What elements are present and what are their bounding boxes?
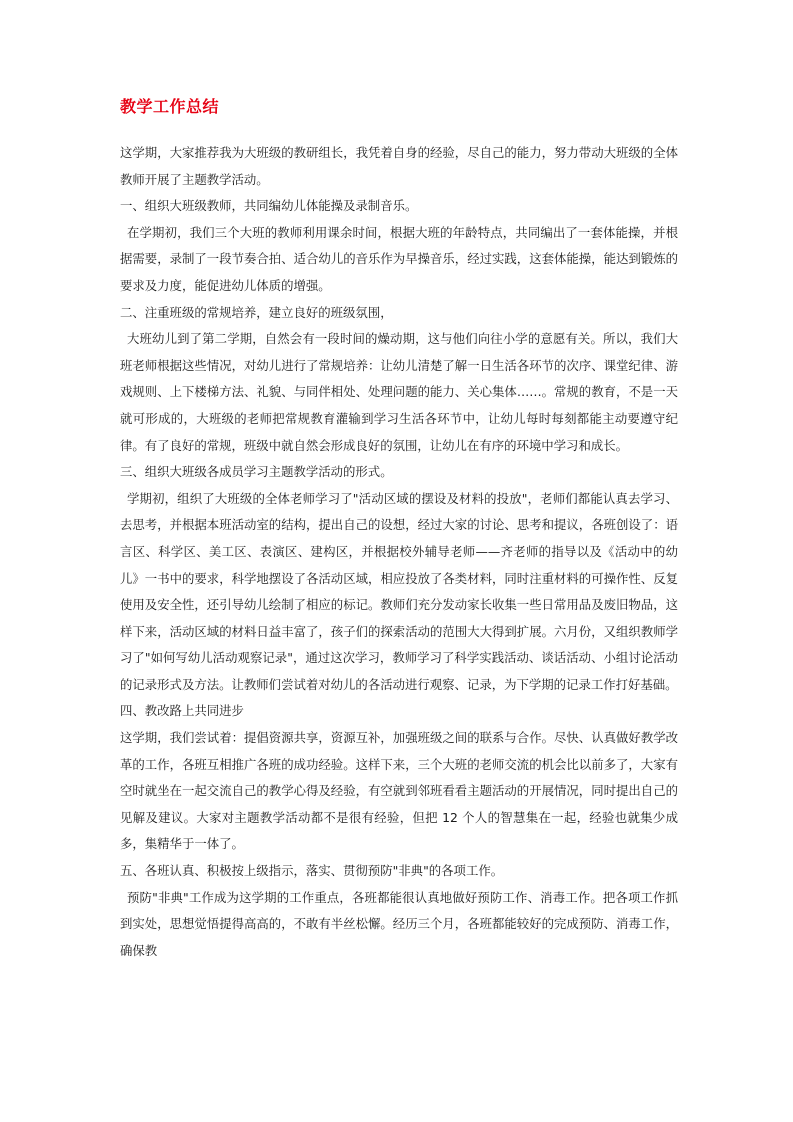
body-paragraph: 学期初，组织了大班级的全体老师学习了"活动区域的摆设及材料的投放"，老师们都能认真去学习、去思考，并根据本班活动室的结构，提出自己的设想，经过大家的讨论、思考和提议，各班创设了：语言区、科学区、美工区、表演区、建构区，并根据校外辅导老师——齐老师的指导以及《活动中的幼儿》一书中的要求，科学地摆设了各活动区域，相应投放了各类材料，同时注重材料的可操作性、反复使用及安全性，还引导幼儿绘制了相应的标记。教师们充分发动家长收集一些日常用品及废旧物品，这样下来，活动区域的材料日益丰富了，孩子们的探索活动的范围大大得到扩展。六月份，又组织教师学习了"如何写幼儿活动观察记录"，通过这次学习，教师学习了科学实践活动、谈话活动、小组讨论活动的记录形式及方法。让教师们尝试着对幼儿的各活动进行观察、记录，为下学期的记录工作打好基础。 (120, 490, 678, 692)
section-heading-5: 五、各班认真、积极按上级指示，落实、贯彻预防"非典"的各项工作。 (120, 863, 504, 879)
body-paragraph: 这学期，我们尝试着：提倡资源共享，资源互补，加强班级之间的联系与合作。尽快、认真做好教学改革的工作，各班互相推广各班的成功经验。这样下来，三个大班的老师交流的机会比以前多了，大家有空时就坐在一起交流自己的教学心得及经验，有空就到邻班看看主题活动的开展情况，同时提出自己的见解及建议。大家对主题教学活动都不是很有经验，但把 12 个人的智慧集在一起，经验也就集少成多，集精华于一体了。 (120, 730, 678, 852)
section-heading-4: 四、教改路上共同进步 (120, 703, 244, 719)
body-paragraph: 在学期初，我们三个大班的教师利用课余时间，根据大班的年龄特点，共同编出了一套体能操，并根据需要，录制了一段节奏合拍、适合幼儿的音乐作为早操音乐，经过实践，这套体能操，能达到锻炼的要求及力度，能促进幼儿体质的增强。 (120, 224, 678, 293)
body-paragraph: 大班幼儿到了第二学期，自然会有一段时间的燥动期，这与他们向往小学的意愿有关。所以，我们大班老师根据这些情况，对幼儿进行了常规培养：让幼儿清楚了解一日生活各环节的次序、课堂纪律、游戏规则、上下楼梯方法、礼貌、与同伴相处、处理问题的能力、关心集体……。常规的教育，不是一天就可形成的，大班级的老师把常规教育灌输到学习生活各环节中，让幼儿每时每刻都能主动要遵守纪律。有了良好的常规，班级中就自然会形成良好的氛围，让幼儿在有序的环境中学习和成长。 (120, 331, 678, 453)
document-title: 教学工作总结 (120, 97, 220, 116)
document-body (120, 140, 678, 964)
section-heading-2: 二、注重班级的常规培养，建立良好的班级氛围， (120, 304, 393, 320)
section-heading-1: 一、组织大班级教师，共同编幼儿体能操及录制音乐。 (120, 198, 418, 214)
intro-paragraph: 这学期，大家推荐我为大班级的教研组长，我凭着自身的经验，尽自己的能力，努力带动大班级的全体教师开展了主题教学活动。 (120, 145, 678, 187)
body-paragraph: 预防"非典"工作成为这学期的工作重点，各班都能很认真地做好预防工作、消毒工作。把各项工作抓到实处，思想觉悟提得高高的，不敢有半丝松懈。经历三个月，各班都能较好的完成预防、消毒工作，确保教 (120, 889, 678, 958)
section-heading-3: 三、组织大班级各成员学习主题教学活动的形式。 (120, 464, 393, 480)
